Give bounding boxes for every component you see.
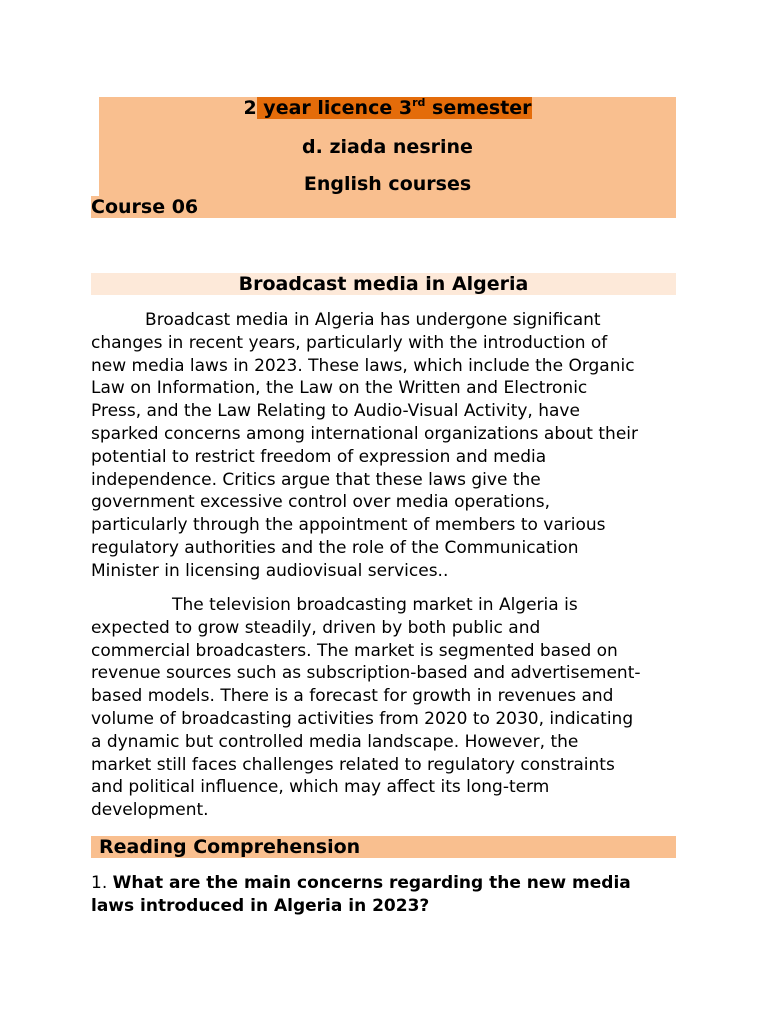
- header-year-number: 2: [243, 97, 257, 119]
- question-text-part-1: What are the main concerns regarding the new media: [112, 873, 631, 893]
- paragraph-line: volume of broadcasting activities from 2020 to 2030, indicating: [91, 708, 634, 729]
- header-course-subject: English courses: [303, 173, 472, 195]
- paragraph-line: Minister in licensing audiovisual services..: [91, 560, 449, 581]
- paragraph-line: potential to restrict freedom of expression and media: [91, 446, 547, 467]
- paragraph-line: Press, and the Law Relating to Audio-Visual Activity, have: [91, 401, 580, 422]
- paragraph-line: changes in recent years, particularly with the introduction of: [91, 332, 608, 353]
- paragraph-line: based models. There is a forecast for growth in revenues and: [91, 686, 614, 707]
- header-teacher-name: d. ziada nesrine: [302, 136, 473, 158]
- section-heading-reading-comprehension: Reading Comprehension: [91, 836, 676, 858]
- question-line: [91, 872, 681, 895]
- paragraph-line: Law on Information, the Law on the Written and Electronic: [91, 378, 588, 399]
- paragraph-line: new media laws in 2023. These laws, which include the Organic: [91, 355, 635, 376]
- paragraph-line: Broadcast media in Algeria has undergone significant: [91, 310, 601, 330]
- document-title: Broadcast media in Algeria: [91, 273, 676, 295]
- paragraph-line: The television broadcasting market in Algeria is: [91, 595, 578, 615]
- paragraph-line: market still faces challenges related to regulatory constraints: [91, 754, 615, 775]
- paragraph-2: [91, 594, 681, 822]
- paragraph-line: particularly through the appointment of members to various: [91, 515, 606, 536]
- paragraph-1: [91, 309, 681, 583]
- paragraph-line: sparked concerns among international organizations about their: [91, 423, 638, 444]
- paragraph-line: commercial broadcasters. The market is segmented based on: [91, 640, 618, 661]
- paragraph-line: independence. Critics argue that these laws give the: [91, 469, 541, 490]
- paragraph-line: expected to grow steadily, driven by both public and: [91, 617, 541, 638]
- paragraph-line: a dynamic but controlled media landscape. However, the: [91, 731, 579, 752]
- header-ordinal-suffix: rd: [412, 96, 426, 109]
- header-licence-text: year licence 3: [256, 97, 413, 119]
- paragraph-line: development.: [91, 800, 209, 821]
- header-semester-text: semester: [425, 97, 532, 119]
- question-number: 1.: [91, 873, 113, 893]
- question-1: [91, 872, 681, 918]
- paragraph-line: government excessive control over media operations,: [91, 492, 551, 513]
- paragraph-line: and political influence, which may affect its long-term: [91, 777, 550, 798]
- paragraph-line: regulatory authorities and the role of the Communication: [91, 537, 579, 558]
- course-number: Course 06: [91, 196, 199, 218]
- header-highlight: [257, 97, 532, 119]
- paragraph-line: revenue sources such as subscription-based and advertisement-: [91, 663, 641, 684]
- question-text-part-2: laws introduced in Algeria in 2023?: [91, 895, 430, 916]
- header-line-program: [99, 96, 676, 120]
- question-line: [91, 895, 681, 918]
